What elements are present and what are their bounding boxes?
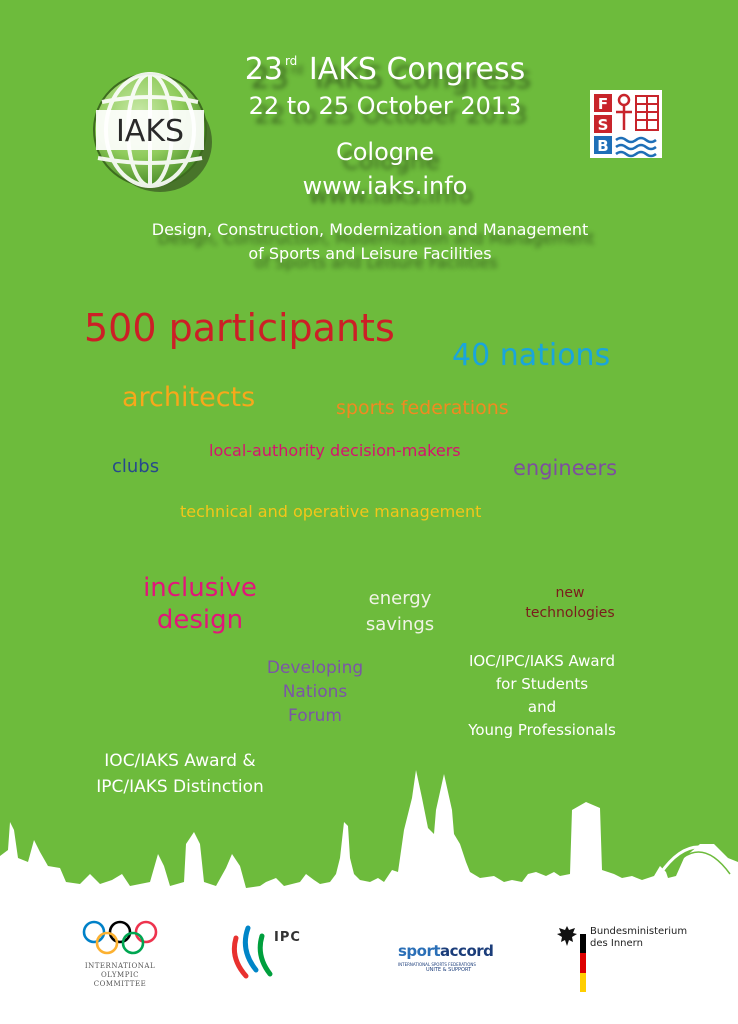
keyword-award-students: IOC/IPC/IAKS Award for Students and Young Professionals [468,652,616,739]
keyword-nations: 40 nations [452,338,611,373]
keyword-engineers: engineers [513,456,618,480]
keyword-award-ioc: IOC/IAKS Award & IPC/IAKS Distinction [96,751,264,797]
eagle-icon [556,924,578,948]
keyword-participants: 500 participants [84,306,395,350]
keyword-energy-savings: energy savings [365,588,435,635]
keyword-sports-federations: sports federations [336,397,509,419]
ipc-logo: IPC [228,918,318,988]
congress-city: Cologne [335,138,434,166]
ioc-logo: INTERNATIONAL OLYMPIC COMMITTEE [70,918,170,996]
sportaccord-logo: sportaccord INTERNATIONAL SPORTS FEDERATIONS UNITE & SUPPORT [398,942,494,973]
keyword-clubs: clubs [112,456,160,477]
svg-text:F: F [597,95,609,113]
iaks-logo-text: IAKS [115,114,185,149]
congress-website[interactable]: www.iaks.info [302,172,468,200]
keyword-architects: architects [122,382,256,413]
iaks-logo [88,66,212,194]
fsb-logo [590,90,662,158]
keyword-new-technologies: new technologies [525,585,615,621]
congress-title: 23 $^{rd}$ IAKS Congress [244,52,526,87]
german-flag-bar-icon [580,934,586,992]
svg-text:S: S [597,116,609,134]
keyword-technical-management: technical and operative management [180,502,482,521]
keyword-inclusive-design: inclusive design [143,573,257,635]
keyword-local-authority: local-authority decision-makers [209,441,461,460]
keyword-developing-nations-forum: Developing Nations Forum [266,658,364,726]
bmi-logo: Bundesministerium des Innern [556,924,686,994]
ipc-agitos-icon [228,918,274,980]
congress-subtitle: Design, Construction, Modernization and Management of Sports and Leisure Facilities [151,220,589,263]
svg-text:B: B [597,137,609,155]
olympic-rings-icon [70,918,170,958]
congress-dates: 22 to 25 October 2013 [248,92,522,120]
